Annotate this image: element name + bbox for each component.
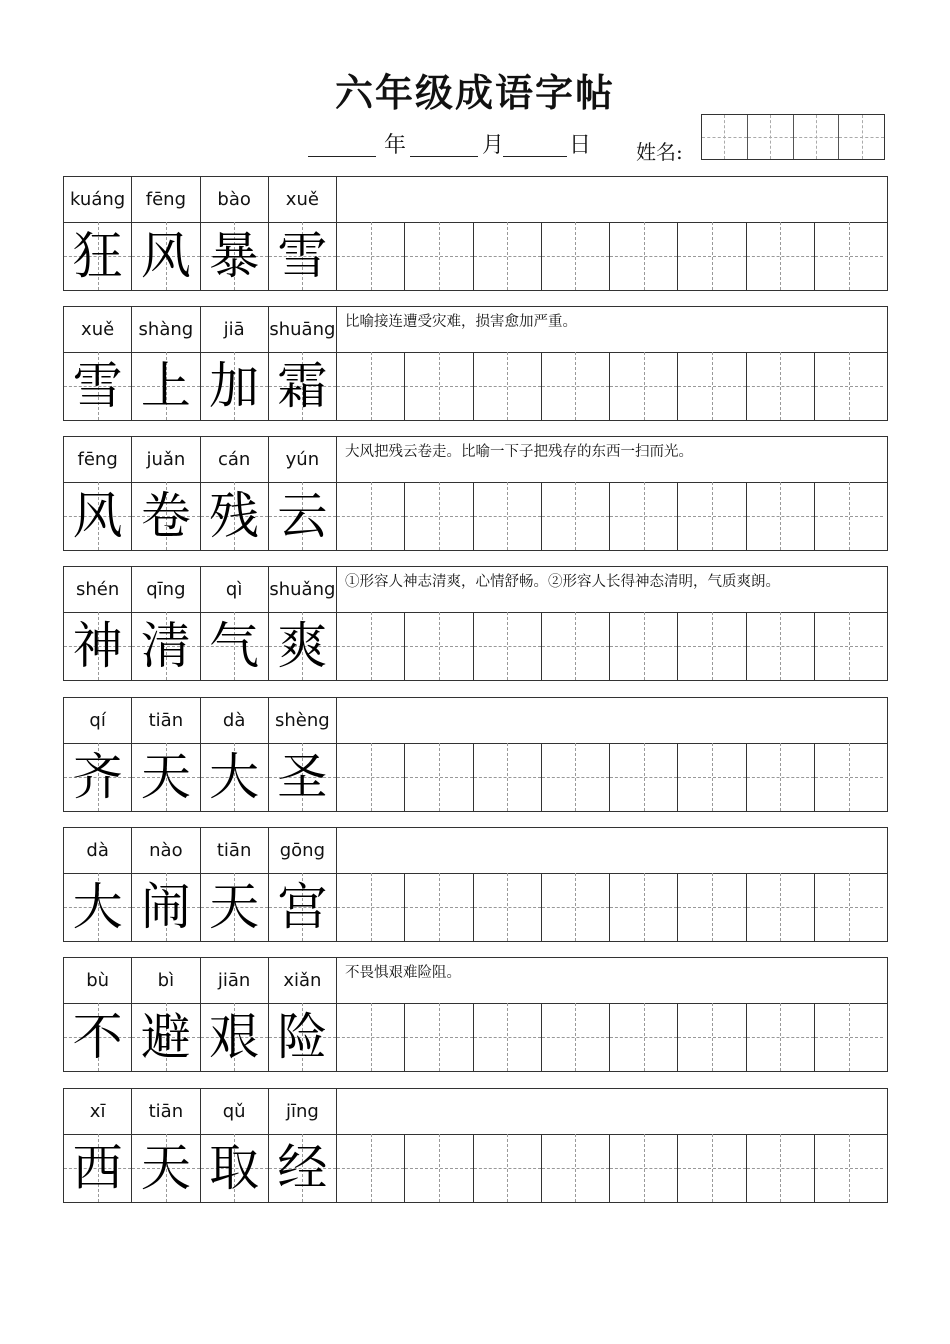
- name-box[interactable]: [701, 114, 885, 160]
- practice-cell[interactable]: [678, 222, 746, 290]
- pinyin-cell: yún: [269, 437, 337, 482]
- model-character-cell: [269, 482, 337, 550]
- practice-cell[interactable]: [610, 1003, 678, 1071]
- practice-cell[interactable]: [405, 352, 473, 420]
- idiom-meaning: 不畏惧艰难险阻。: [345, 965, 461, 981]
- model-character: 西: [72, 1139, 123, 1197]
- pinyin-row: [64, 567, 887, 613]
- practice-cell[interactable]: [815, 1134, 883, 1202]
- practice-cell[interactable]: [337, 612, 405, 680]
- pinyin-row: [64, 698, 887, 744]
- practice-cell[interactable]: [474, 222, 542, 290]
- pinyin-cell: xuě: [64, 307, 132, 352]
- model-character-cell: [64, 873, 132, 941]
- model-character: 上: [140, 357, 191, 415]
- practice-cell[interactable]: [542, 352, 610, 420]
- pinyin-cell: fēng: [64, 437, 132, 482]
- practice-cell[interactable]: [405, 612, 473, 680]
- practice-cell[interactable]: [678, 873, 746, 941]
- practice-cell[interactable]: [747, 873, 815, 941]
- character-row: [64, 482, 887, 550]
- model-character: 卷: [140, 487, 191, 545]
- model-character-cell: [201, 222, 269, 290]
- model-character: 天: [209, 878, 260, 936]
- model-character-cell: [201, 1003, 269, 1071]
- model-character: 风: [140, 227, 191, 285]
- model-character-cell: [132, 873, 200, 941]
- practice-cell[interactable]: [610, 1134, 678, 1202]
- model-character-cell: [269, 873, 337, 941]
- model-character: 大: [209, 748, 260, 806]
- practice-cell[interactable]: [610, 482, 678, 550]
- year-label: 年: [384, 133, 407, 158]
- model-character-cell: [64, 1134, 132, 1202]
- pinyin-cell: tiān: [132, 698, 200, 743]
- practice-cell[interactable]: [474, 482, 542, 550]
- practice-cell[interactable]: [815, 743, 883, 811]
- idiom-block: [63, 957, 888, 1072]
- model-character-cell: [64, 482, 132, 550]
- model-character-cell: [64, 743, 132, 811]
- pinyin-cell: qǔ: [201, 1089, 269, 1134]
- character-row: [64, 1134, 887, 1202]
- pinyin-row: [64, 1089, 887, 1135]
- model-character: 气: [209, 617, 260, 675]
- model-character-cell: [269, 1003, 337, 1071]
- pinyin-cell: qí: [64, 698, 132, 743]
- practice-cell[interactable]: [610, 222, 678, 290]
- practice-cell[interactable]: [747, 352, 815, 420]
- practice-cell[interactable]: [678, 612, 746, 680]
- model-character-cell: [201, 612, 269, 680]
- idiom-block: [63, 827, 888, 942]
- practice-cell[interactable]: [405, 743, 473, 811]
- model-character-cell: [132, 1134, 200, 1202]
- practice-cell[interactable]: [337, 743, 405, 811]
- model-character: 爽: [277, 617, 328, 675]
- pinyin-row: [64, 437, 887, 483]
- pinyin-cell: shàng: [132, 307, 200, 352]
- practice-cell[interactable]: [747, 1003, 815, 1071]
- model-character-cell: [269, 1134, 337, 1202]
- model-character: 大: [72, 878, 123, 936]
- character-row: [64, 612, 887, 680]
- practice-cell[interactable]: [337, 352, 405, 420]
- practice-cell[interactable]: [815, 612, 883, 680]
- day-blank[interactable]: [503, 156, 567, 157]
- practice-cell[interactable]: [405, 1134, 473, 1202]
- practice-cell[interactable]: [337, 1134, 405, 1202]
- model-character: 不: [72, 1008, 123, 1066]
- model-character: 雪: [72, 357, 123, 415]
- model-character: 狂: [72, 227, 123, 285]
- model-character-cell: [269, 352, 337, 420]
- pinyin-cell: qì: [201, 567, 269, 612]
- character-row: [64, 1003, 887, 1071]
- model-character-cell: [132, 222, 200, 290]
- pinyin-cell: gōng: [269, 828, 337, 873]
- pinyin-cell: jiān: [201, 958, 269, 1003]
- model-character-cell: [201, 873, 269, 941]
- practice-cell[interactable]: [610, 352, 678, 420]
- model-character-cell: [132, 743, 200, 811]
- model-character-cell: [64, 1003, 132, 1071]
- practice-cell[interactable]: [678, 1134, 746, 1202]
- practice-cell[interactable]: [542, 743, 610, 811]
- pinyin-cell: nào: [132, 828, 200, 873]
- practice-cell[interactable]: [337, 1003, 405, 1071]
- model-character: 暴: [209, 227, 260, 285]
- practice-cell[interactable]: [337, 482, 405, 550]
- idiom-block: [63, 306, 888, 421]
- practice-cell[interactable]: [542, 1003, 610, 1071]
- month-blank[interactable]: [410, 156, 478, 157]
- model-character-cell: [201, 1134, 269, 1202]
- practice-cell[interactable]: [815, 1003, 883, 1071]
- idiom-meaning: 大风把残云卷走。比喻一下子把残存的东西一扫而光。: [345, 444, 693, 460]
- model-character: 清: [140, 617, 191, 675]
- practice-cell[interactable]: [474, 1003, 542, 1071]
- pinyin-cell: bù: [64, 958, 132, 1003]
- practice-cell[interactable]: [610, 873, 678, 941]
- model-character: 雪: [277, 227, 328, 285]
- idiom-meaning: [337, 177, 887, 222]
- model-character-cell: [201, 352, 269, 420]
- page-title: 六年级成语字帖: [334, 70, 615, 115]
- practice-cell[interactable]: [405, 482, 473, 550]
- practice-cell[interactable]: [815, 222, 883, 290]
- model-character-cell: [132, 352, 200, 420]
- practice-cell[interactable]: [474, 612, 542, 680]
- model-character-cell: [201, 743, 269, 811]
- idiom-meaning: [337, 828, 887, 873]
- practice-cell[interactable]: [747, 222, 815, 290]
- character-row: [64, 352, 887, 420]
- day-label: 日: [569, 133, 592, 158]
- pinyin-cell: bào: [201, 177, 269, 222]
- pinyin-row: [64, 177, 887, 223]
- idiom-meaning: 比喻接连遭受灾难，损害愈加严重。: [345, 314, 577, 330]
- name-cell[interactable]: [839, 115, 884, 159]
- pinyin-row: [64, 828, 887, 874]
- name-cell[interactable]: [702, 115, 748, 159]
- practice-cell[interactable]: [747, 1134, 815, 1202]
- model-character: 天: [140, 748, 191, 806]
- pinyin-row: [64, 958, 887, 1004]
- practice-cell[interactable]: [474, 873, 542, 941]
- idiom-block: [63, 436, 888, 551]
- practice-cell[interactable]: [542, 482, 610, 550]
- pinyin-cell: shèng: [269, 698, 337, 743]
- practice-cell[interactable]: [610, 743, 678, 811]
- idiom-block: [63, 176, 888, 291]
- pinyin-cell: shuāng: [269, 307, 337, 352]
- model-character: 霜: [277, 357, 328, 415]
- model-character-cell: [269, 222, 337, 290]
- name-cell[interactable]: [794, 115, 840, 159]
- pinyin-cell: jīng: [269, 1089, 337, 1134]
- pinyin-cell: kuáng: [64, 177, 132, 222]
- practice-cell[interactable]: [678, 1003, 746, 1071]
- model-character-cell: [64, 352, 132, 420]
- model-character: 加: [209, 357, 260, 415]
- practice-cell[interactable]: [542, 612, 610, 680]
- model-character-cell: [132, 612, 200, 680]
- pinyin-cell: jiā: [201, 307, 269, 352]
- practice-cell[interactable]: [747, 612, 815, 680]
- practice-cell[interactable]: [337, 873, 405, 941]
- month-label: 月: [482, 133, 505, 158]
- model-character-cell: [269, 743, 337, 811]
- pinyin-cell: xuě: [269, 177, 337, 222]
- practice-cell[interactable]: [815, 352, 883, 420]
- practice-cell[interactable]: [747, 743, 815, 811]
- model-character-cell: [201, 482, 269, 550]
- pinyin-row: [64, 307, 887, 353]
- model-character-cell: [269, 612, 337, 680]
- pinyin-cell: bì: [132, 958, 200, 1003]
- practice-cell[interactable]: [747, 482, 815, 550]
- model-character-cell: [132, 1003, 200, 1071]
- name-label: 姓名:: [636, 140, 683, 164]
- practice-cell[interactable]: [678, 482, 746, 550]
- pinyin-cell: shén: [64, 567, 132, 612]
- practice-cell[interactable]: [542, 873, 610, 941]
- idiom-block: [63, 566, 888, 681]
- idiom-meaning: [337, 698, 887, 743]
- model-character: 云: [277, 487, 328, 545]
- idiom-meaning: [337, 1089, 887, 1134]
- pinyin-cell: fēng: [132, 177, 200, 222]
- pinyin-cell: juǎn: [132, 437, 200, 482]
- practice-cell[interactable]: [405, 873, 473, 941]
- practice-cell[interactable]: [474, 352, 542, 420]
- pinyin-cell: qīng: [132, 567, 200, 612]
- model-character: 风: [72, 487, 123, 545]
- pinyin-cell: dà: [64, 828, 132, 873]
- pinyin-cell: xiǎn: [269, 958, 337, 1003]
- pinyin-cell: shuǎng: [269, 567, 337, 612]
- model-character: 圣: [277, 748, 328, 806]
- practice-cell[interactable]: [474, 743, 542, 811]
- practice-cell[interactable]: [542, 222, 610, 290]
- model-character: 避: [140, 1008, 191, 1066]
- idiom-block: [63, 697, 888, 812]
- model-character: 闹: [140, 878, 191, 936]
- pinyin-cell: xī: [64, 1089, 132, 1134]
- model-character: 宫: [277, 878, 328, 936]
- idiom-meaning: ①形容人神志清爽，心情舒畅。②形容人长得神态清明，气质爽朗。: [345, 574, 780, 590]
- model-character: 经: [277, 1139, 328, 1197]
- practice-cell[interactable]: [815, 482, 883, 550]
- character-row: [64, 873, 887, 941]
- idiom-block: [63, 1088, 888, 1203]
- model-character: 艰: [209, 1008, 260, 1066]
- model-character: 险: [277, 1008, 328, 1066]
- practice-cell[interactable]: [474, 1134, 542, 1202]
- model-character-cell: [64, 222, 132, 290]
- practice-cell[interactable]: [815, 873, 883, 941]
- pinyin-cell: dà: [201, 698, 269, 743]
- practice-cell[interactable]: [337, 222, 405, 290]
- model-character: 残: [209, 487, 260, 545]
- character-row: [64, 222, 887, 290]
- year-blank[interactable]: [308, 156, 376, 157]
- model-character: 神: [72, 617, 123, 675]
- pinyin-cell: tiān: [201, 828, 269, 873]
- practice-cell[interactable]: [405, 1003, 473, 1071]
- character-row: [64, 743, 887, 811]
- model-character-cell: [132, 482, 200, 550]
- practice-cell[interactable]: [542, 1134, 610, 1202]
- pinyin-cell: tiān: [132, 1089, 200, 1134]
- pinyin-cell: cán: [201, 437, 269, 482]
- model-character: 天: [140, 1139, 191, 1197]
- practice-cell[interactable]: [610, 612, 678, 680]
- model-character: 取: [209, 1139, 260, 1197]
- practice-cell[interactable]: [678, 352, 746, 420]
- name-cell[interactable]: [748, 115, 794, 159]
- model-character: 齐: [72, 748, 123, 806]
- model-character-cell: [64, 612, 132, 680]
- practice-cell[interactable]: [405, 222, 473, 290]
- practice-cell[interactable]: [678, 743, 746, 811]
